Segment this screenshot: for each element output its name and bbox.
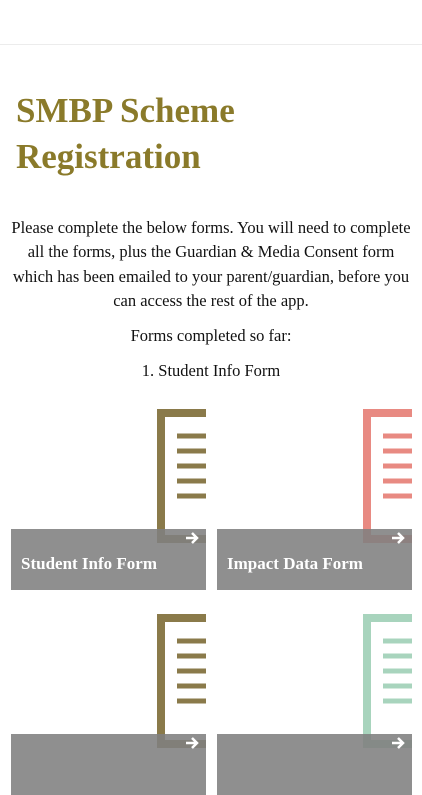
form-tile-3[interactable]: [11, 613, 206, 795]
arrow-right-icon: [390, 529, 406, 547]
form-tile-4[interactable]: [217, 613, 412, 795]
tile-label: Student Info Form: [21, 554, 158, 573]
tile-label: Impact Data Form: [227, 554, 363, 573]
page-title: SMBP Scheme Registration: [16, 91, 235, 176]
completed-form-item: 1. Student Info Form: [141, 361, 281, 380]
tile-label-bar: [11, 734, 206, 795]
arrow-right-icon: [390, 734, 406, 752]
top-app-bar: [0, 0, 422, 45]
arrow-right-icon: [184, 734, 200, 752]
student-info-form-tile[interactable]: [11, 408, 206, 590]
completed-forms-heading: Forms completed so far:: [130, 326, 292, 345]
arrow-right-icon: [184, 529, 200, 547]
impact-data-form-tile[interactable]: [217, 408, 412, 590]
instructions-text: Please complete the below forms. You will need to complete all the forms, plus the Guardian & Media Consent form which has been emailed to your parent/guardian, before you can access the rest of the app.: [11, 218, 411, 310]
tile-label-bar: [217, 734, 412, 795]
